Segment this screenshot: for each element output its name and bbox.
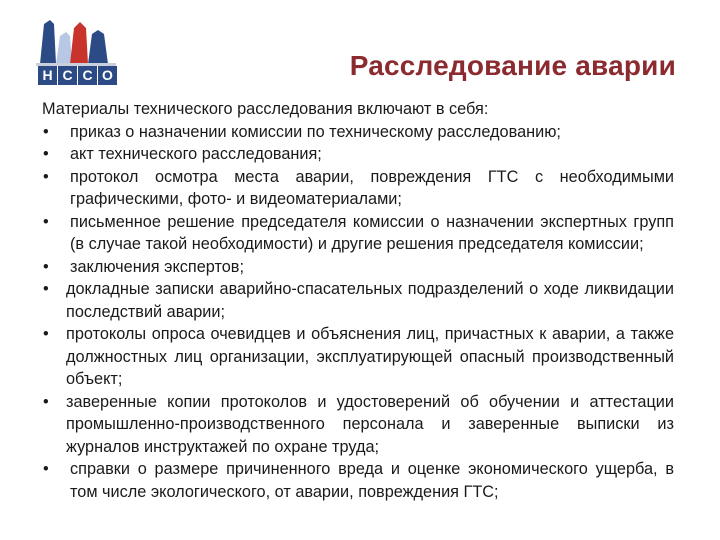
list-item: • письменное решение председателя комиссии о назначении экспертных групп (в случае такой необходимости) и другие решения председателя комиссии; — [42, 211, 674, 256]
list-item: • приказ о назначении комиссии по техническому расследованию; — [42, 121, 674, 144]
list-item: • заверенные копии протоколов и удостоверений об обучении и аттестации промышленно-производственного персонала и заверенные выписки из журналов инструктажей по охране труда; — [42, 391, 674, 459]
intro-text: Материалы технического расследования включают в себя: — [42, 100, 489, 118]
list-item: • протокол осмотра места аварии, повреждения ГТС с необходимыми графическими, фото- и видеоматериалами; — [42, 166, 674, 211]
logo-letter: С — [58, 66, 77, 85]
list-item: • справки о размере причиненного вреда и оценке экономического ущерба, в том числе экологического, от аварии, повреждения ГТС; — [42, 458, 674, 503]
list-item: • протоколы опроса очевидцев и объяснения лиц, причастных к аварии, а также должностных лиц организации, эксплуатирующей опасный производственный объект; — [42, 323, 674, 391]
slide-body — [42, 98, 674, 503]
materials-list — [42, 121, 674, 504]
logo-emblem-icon — [34, 18, 118, 64]
logo-letter: О — [98, 66, 117, 85]
list-item: • заключения экспертов; — [42, 256, 674, 279]
list-item: • докладные записки аварийно-спасательных подразделений о ходе ликвидации последствий аварии; — [42, 278, 674, 323]
page-title: Расследование аварии — [349, 50, 676, 81]
logo-letter: Н — [38, 66, 57, 85]
list-item: • акт технического расследования; — [42, 143, 674, 166]
logo-letter: С — [78, 66, 97, 85]
